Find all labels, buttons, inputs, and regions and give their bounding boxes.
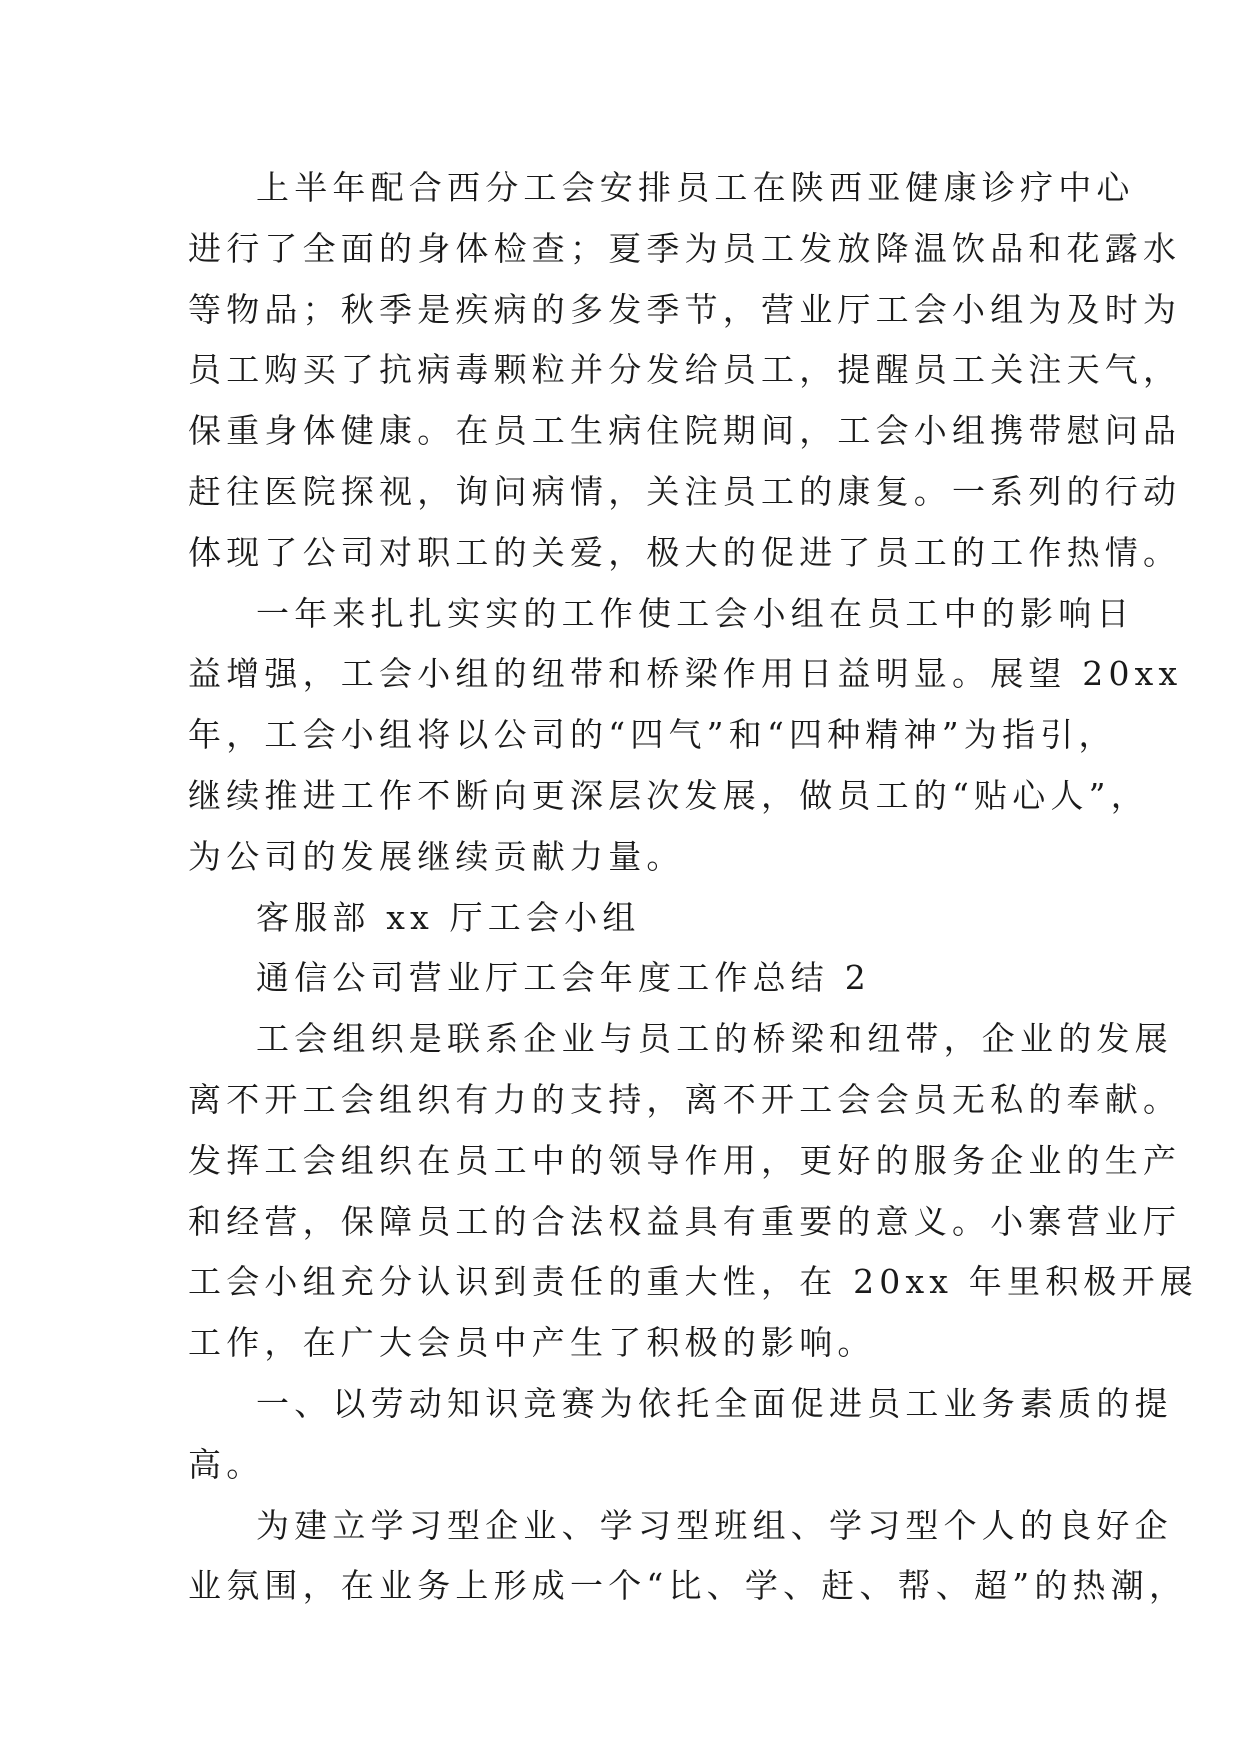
text-line: 等物品；秋季是疾病的多发季节，营业厅工会小组为及时为 (188, 289, 1182, 329)
text-line: 通信公司营业厅工会年度工作总结 2 (256, 958, 871, 998)
text-line: 为建立学习型企业、学习型班组、学习型个人的良好企 (256, 1505, 1173, 1545)
text-line: 年，工会小组将以公司的“四气”和“四种精神”为指引， (188, 715, 1117, 755)
paragraph-union-role (188, 1009, 1198, 1374)
paragraph-outlook (188, 584, 1183, 888)
text-line: 高。 (188, 1444, 265, 1484)
text-line: 保重身体健康。在员工生病住院期间，工会小组携带慰问品 (188, 411, 1182, 451)
text-line: 工会小组充分认识到责任的重大性，在 20xx 年里积极开展 (188, 1262, 1198, 1302)
text-line: 体现了公司对职工的关爱，极大的促进了员工的工作热情。 (188, 532, 1182, 572)
paragraph-learning (188, 1496, 1188, 1618)
signature-department (188, 888, 1068, 949)
text-line: 离不开工会组织有力的支持，离不开工会会员无私的奉献。 (188, 1079, 1182, 1119)
text-line: 业氛围，在业务上形成一个“比、学、赶、帮、超”的热潮， (188, 1566, 1188, 1606)
heading-section-one (188, 1374, 1173, 1496)
text-line: 一年来扎扎实实的工作使工会小组在员工中的影响日 (256, 593, 1135, 633)
document-body (188, 158, 1198, 1617)
text-line: 员工购买了抗病毒颗粒并分发给员工，提醒员工关注天气， (188, 350, 1182, 390)
text-line: 继续推进工作不断向更深层次发展，做员工的“贴心人”， (188, 775, 1149, 815)
text-line: 和经营，保障员工的合法权益具有重要的意义。小寨营业厅 (188, 1201, 1182, 1241)
text-line: 工作，在广大会员中产生了积极的影响。 (188, 1323, 876, 1363)
text-line: 为公司的发展继续贡献力量。 (188, 836, 685, 876)
text-line: 上半年配合西分工会安排员工在陕西亚健康诊疗中心 (256, 168, 1135, 207)
text-line: 发挥工会组织在员工中的领导作用，更好的服务企业的生产 (188, 1140, 1182, 1180)
text-line: 益增强，工会小组的纽带和桥梁作用日益明显。展望 20xx (188, 654, 1183, 694)
text-line: 赶往医院探视，询问病情，关注员工的康复。一系列的行动 (188, 471, 1182, 511)
text-line: 进行了全面的身体检查；夏季为员工发放降温饮品和花露水 (188, 228, 1182, 268)
section-title (188, 948, 1068, 1009)
paragraph-health-care (188, 158, 1182, 584)
text-line: 客服部 xx 厅工会小组 (256, 897, 641, 937)
text-line: 工会组织是联系企业与员工的桥梁和纽带，企业的发展 (256, 1019, 1173, 1059)
text-line: 一、以劳动知识竞赛为依托全面促进员工业务素质的提 (256, 1383, 1173, 1423)
